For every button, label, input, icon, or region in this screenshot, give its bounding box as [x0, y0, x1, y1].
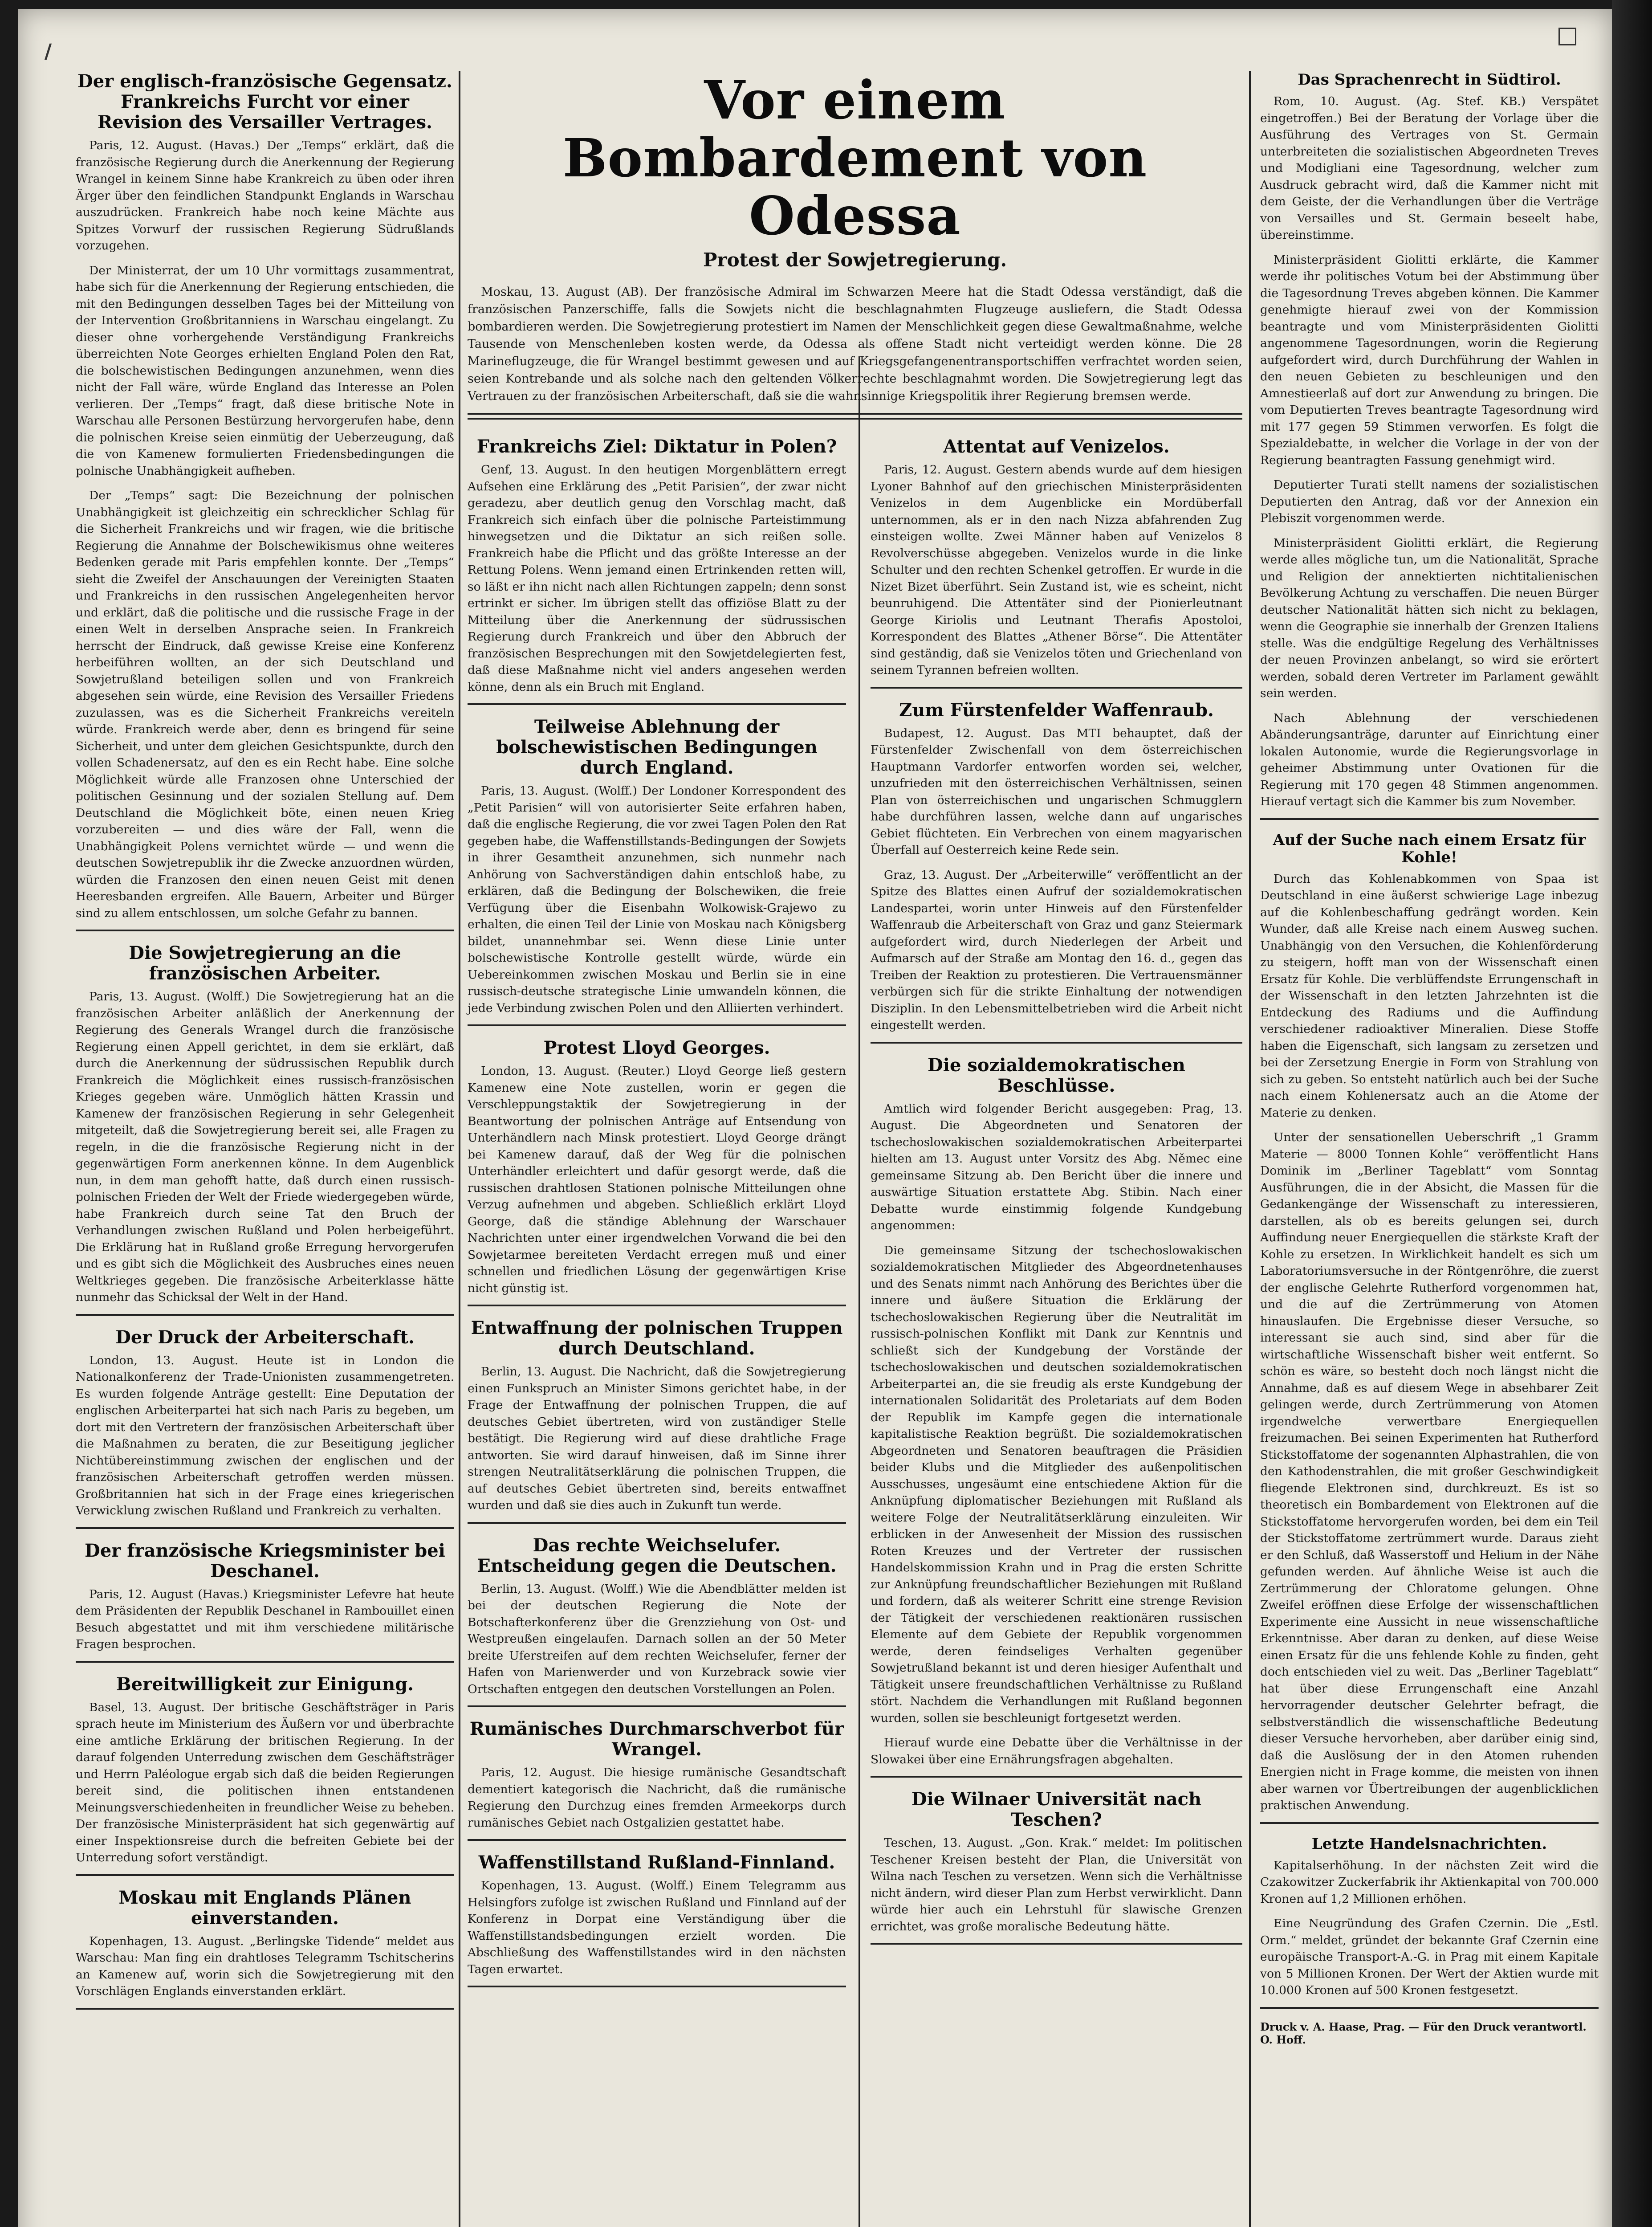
column-rule	[859, 356, 860, 2227]
article-list	[76, 71, 454, 2010]
article-paragraph: Paris, 13. August. (Wolff.) Der Londoner Korrespondent des „Petit Parisien“ will von autorisierter Seite erfahren haben, daß die englische Regierung, die vor zwei Tagen Polen den Rat gegeben habe, die Waffenstillstands-Bedingungen der Sowjets in ihrer Gesamtheit anzunehmen, sich nunmehr nach Anhörung von Sachverständigen dahin entschloß habe, zu erklären, daß die Bedingung der Bolschewiken, die freie Verfügung über die Eisenbahn Wolkowisk-Grajewo zu erhalten, die einen Teil der Linie von Moskau nach Königsberg bildet, unannehmbar sei. Wenn diese Linie unter bolschewistische Kontrolle gestellt würde, würde ein Uebereinkommen zwischen Moskau und Berlin sie in eine russisch-deutsche strategische Linie umwandeln können, die jede Verbindung zwischen Polen und den Alliierten verhindert.	[468, 784, 846, 1015]
section-divider	[1260, 2007, 1599, 2009]
article-headline: Frankreichs Ziel: Diktatur in Polen?	[476, 436, 837, 457]
article-paragraph: Deputierter Turati stellt namens der sozialistischen Deputierten den Antrag, daß vor der Annexion ein Plebiszit vorgenommen werde.	[1260, 478, 1599, 526]
section-divider	[468, 1986, 846, 1987]
article-headline: Protest Lloyd Georges.	[543, 1037, 770, 1058]
article-headline: Das Sprachenrecht in Südtirol.	[1298, 71, 1561, 89]
article-paragraph: Durch das Kohlenabkommen von Spaa ist Deutschland in eine äußerst schwierige Lage inbezug auf die Kohlenbeschaffung gedrängt worden. Kein Wunder, daß alle Kreise nach einem Ausweg suchen. Unabhängig von den Versuchen, die Kohlenförderung zu steigern, hofft man von der Wissenschaft einen Ersatz für Kohle. Die verblüffendste Errungenschaft in der Wissenschaft in den letzten Jahrzehnten ist die Entdeckung des Radiums und die Auffindung verschiedener radioaktiver Mineralien. Diese Stoffe haben die Eigenschaft, sich langsam zu zersetzen und bei der Zersetzung Energie in Form von Strahlung von sich zu geben. So entsteht natürlich auch bei der Suche nach einem Kohlenersatz auch an die Atome der Materie zu denken.	[1260, 872, 1599, 1120]
section-divider	[468, 1705, 846, 1707]
article	[468, 1038, 846, 1306]
section-divider	[468, 1305, 846, 1306]
article-paragraph: Die gemeinsame Sitzung der tschechoslowakischen sozialdemokratischen Mitglieder des Abgeordnetenhauses und des Senats nimmt nach Anhörung des Berichtes über die innere und äußere Situation die Erklärung der tschechoslowakischen Regierung über die Neutralität im russisch-polnischen Konflikt mit Dank zur Kenntnis und schließt sich der Kundgebung der Vorstände der tschechoslowakischen und deutschen sozialdemokratischen Arbeiterpartei an, die sie freudig als erste Kundgebung der internationalen Solidarität des Proletariats auf dem Boden der Republik im Kampfe gegen die internationale kapitalistische Reaktion begrüßt. Die sozialdemokratischen Abgeordneten und Senatoren beauftragen die Präsidien beider Klubs und die Mitglieder des außenpolitischen Ausschusses, ungesäumt eine entschiedene Aktion für die Anknüpfung diplomatischer Beziehungen mit Rußland als weitere Folge der Neutralitätserklärung einzuleiten. Wir erblicken in der Anwesenheit der Mission des russischen Roten Kreuzes und der Vertreter der russischen Handelskommission Krahn und in Prag die ersten Schritte zur Anknüpfung freundschaftlicher Beziehungen mit Rußland und fordern, daß als weiterer Schritt eine strenge Revision der Tätigkeit der verschiedenen reaktionären russischen Elemente auf dem Gebiete der Republik vorgenommen werde, deren feindseliges Verhalten gegenüber Sowjetrußland bekannt ist und deren hiesiger Aufenthalt und Tätigkeit unsere freundschaftlichen Verhältnisse zu Rußland stört. Nachdem die Verhandlungen mit Rußland begonnen wurden, sollen sie beschleunigt fortgesetzt werden.	[871, 1243, 1242, 1725]
article	[468, 717, 846, 1026]
article	[468, 1719, 846, 1841]
section-divider	[468, 1839, 846, 1841]
column-rule	[459, 71, 460, 2227]
article	[468, 1852, 846, 1987]
article-list	[468, 436, 846, 1987]
section-divider	[1260, 1822, 1599, 1824]
section-divider	[871, 687, 1242, 689]
article-paragraph: Ministerpräsident Giolitti erklärt, die Regierung werde alles mögliche tun, um die Nationalität, Sprache und Religion der annektierten nichtitalienischen Bevölkerung Achtung zu verschaffen. Die neuen Bürger deutscher Nationalität hätten sich nicht zu beklagen, wenn die Geographie sie innerhalb der Grenzen Italiens stelle. Was die endgültige Regelung des Verhältnisses der neuen Provinzen anbelangt, so wird sie erörtert werden, sobald deren Vertreter im Parlament gewählt sein werden.	[1260, 536, 1599, 701]
section-divider	[1260, 818, 1599, 820]
article	[871, 1789, 1242, 1945]
lead-headline: Vor einem Bombardement von Odessa	[562, 69, 1147, 247]
column-center-left	[468, 436, 846, 1999]
article-paragraph: Budapest, 12. August. Das MTI behauptet, daß der Fürstenfelder Zwischenfall von dem österreichischen Hauptmann Vardorfer entworfen worden sei, welcher, unzufrieden mit den österreichischen Verhältnissen, seinen Plan von österreichischen und ungarischen Schmugglern habe durchführen lassen, welche dann auf ungarisches Gebiet flüchteten. Ein Verbrechen von einem magyarischen Überfall auf Oesterreich keine Rede sein.	[871, 726, 1242, 857]
article-headline: Auf der Suche nach einem Ersatz für Kohle!	[1273, 831, 1586, 866]
article	[76, 1674, 454, 1876]
page-marker: /	[45, 40, 52, 63]
lead-paragraph: Moskau, 13. August (AB). Der französische Admiral im Schwarzen Meere hat die Stadt Odessa verständigt, daß die französischen Panzerschiffe, falls die Sowjets nicht die beschlagnahmten Flugzeuge ausliefern, die Stadt Odessa bombardieren werden. Die Sowjetregierung protestiert im Namen der Menschlichkeit gegen diese Gewaltmaßnahme, welche Tausende von Menschenleben kosten werde, da Odessa als offene Stadt nicht verteidigt werden könne. Die 28 Marineflugzeuge, die für Wrangel bestimmt gewesen und auf Kriegsgefangenentransportschiffen verfrachtet worden seien, seien Kontrebande und als solche nach den geltenden Völkerrechte beschlagnahmt worden. Die Sowjetregierung legt das Vertrauen zu der französischen Arbeiterschaft, daß sie die wahnsinnige Kriegspolitik ihrer Regierung bremsen werde.	[468, 285, 1242, 404]
article-headline: Die Wilnaer Universität nach Teschen?	[911, 1789, 1202, 1830]
section-divider	[871, 1943, 1242, 1945]
article-headline: Der englisch-französische Gegensatz. Frankreichs Furcht vor einer Revision des Versailler Vertrages.	[77, 71, 452, 133]
article-list	[871, 436, 1242, 1945]
section-divider	[468, 413, 1242, 420]
article-paragraph: Basel, 13. August. Der britische Geschäftsträger in Paris sprach heute im Ministerium des Äußern vor und überbrachte eine amtliche Erklärung der britischen Regierung. In der darauf folgenden Unterredung zwischen dem Geschäftsträger und Herrn Paléologue ergab sich daß die beiden Regierungen bereit sind, die politischen ihnen entstandenen Meinungsverschiedenheiten in freundlicher Weise zu beheben. Der französische Ministerpräsident hat sich gegenwärtig auf einer Inspektionsreise durch die befreiten Gebiete bei der Unterredung sofort verständigt.	[76, 1700, 454, 1864]
section-divider	[871, 1776, 1242, 1778]
article-headline: Rumänisches Durchmarschverbot für Wrangel.	[469, 1718, 844, 1760]
article	[76, 1327, 454, 1529]
article-paragraph: Kapitalserhöhung. In der nächsten Zeit wird die Czakowitzer Zuckerfabrik ihr Aktienkapital von 700.000 Kronen auf 1,2 Millionen erhöhen.	[1260, 1858, 1599, 1906]
article	[871, 436, 1242, 689]
article-headline: Das rechte Weichselufer. Entscheidung gegen die Deutschen.	[477, 1534, 837, 1576]
article	[76, 943, 454, 1316]
scan-edge	[1612, 0, 1652, 2227]
article-headline: Zum Fürstenfelder Waffenraub.	[899, 699, 1214, 721]
column-rule	[1249, 71, 1251, 2227]
section-divider	[871, 1042, 1242, 1044]
column-left	[76, 71, 454, 2021]
article	[76, 71, 454, 931]
article-paragraph: Rom, 10. August. (Ag. Stef. KB.) Verspätet eingetroffen.) Bei der Beratung der Vorlage über die Ausführung des Vertrages von St. Germain unterbreiteten die sozialistischen Abgeordneten Treves und Modigliani eine Tagesordnung, welcher zum Ausdruck gebracht wird, daß die Kammer nicht mit dem Geiste, der die Verhandlungen über die Verträge von Versailles und St. Germain beseelt habe, übereinstimme.	[1260, 94, 1599, 242]
article-paragraph: Der „Temps“ sagt: Die Bezeichnung der polnischen Unabhängigkeit ist gleichzeitig ein schrecklicher Schlag für die Sicherheit Frankreichs und wir fragen, wie die britische Regierung die Annahme der Bolschewikismus ohne weiteres Bedenken gerade mit Paris empfehlen konnte. Der „Temps“ sieht die Zweifel der Anschauungen der Vereinigten Staaten und Frankreichs in den russischen Angelegenheiten hervor und erklärt, daß die politische und die russische Frage in der einen Welt in derselben Ansprache seien. In Frankreich herrscht der Eindruck, daß gewisse Kreise eine Konferenz herbeiführen wollten, an der sich Deutschland und Sowjetrußland beteiligen sollen und von Frankreich abgesehen sein würde, eine Revision des Versailler Friedens zuzulassen, was es die Sicherheit Frankreichs vereiteln würde. Frankreich werde aber, denn es bringend für seine Sicherheit, und unter dem gleichen Gesichtspunkte, durch den vollen Schadenersatz, auf den es ein Recht habe. Eine solche Möglichkeit würde alle Franzosen ohne Unterschied der politischen Gesinnung und der sozialen Stellung auf. Dem Deutschland die Möglichkeit böte, einen neuen Krieg vorzubereiten — und dies wäre der Fall, wenn die Unabhängigkeit Polens vernichtet würde — und wenn die deutschen Sowjetrepublik ihr die Zwecke anzuordnen würden, würden die Franzosen den einen neuen Geist mit denen Heeresbanden ergreifen. Alle Bauern, Arbeiter und Bürger sind zu allem entschlossen, um solche Gefahr zu bannen.	[76, 489, 454, 920]
section-divider	[76, 1314, 454, 1316]
section-divider	[76, 930, 454, 931]
section-divider	[468, 1522, 846, 1524]
article-paragraph: Eine Neugründung des Grafen Czernin. Die „Estl. Orm.“ meldet, gründet der bekannte Graf Czernin eine europäische Transport-A.-G. in Prag mit einem Kapitale von 5 Millionen Kronen. Der Wert der Aktien wurde mit 10.000 Kronen auf 500 Kronen festgesetzt.	[1260, 1917, 1599, 1998]
article-paragraph: Paris, 12. August. Die hiesige rumänische Gesandtschaft dementiert kategorisch die Nachricht, daß die rumänische Regierung den Durchzug eines fremden Armeekorps durch rumänisches Gebiet nach Ostgalizien gestattet habe.	[468, 1766, 846, 1830]
section-divider	[76, 1527, 454, 1529]
article-paragraph: Berlin, 13. August. Die Nachricht, daß die Sowjetregierung einen Funkspruch an Minister Simons gerichtet habe, in der Frage der Entwaffnung der polnischen Truppen, die auf deutsches Gebiet übertreten, wird von zuständiger Stelle bestätigt. Die Regierung wird auf diese drahtliche Frage antworten. Sie wird darauf hinweisen, daß im Sinne ihrer strengen Neutralitätserklärung die polnischen Truppen, die auf deutsches Gebiet übertreten sind, bereits entwaffnet wurden und daß sie dies auch in Zukunft tun werde.	[468, 1365, 846, 1512]
article-paragraph: Teschen, 13. August. „Gon. Krak.“ meldet: Im politischen Teschener Kreisen besteht der Plan, die Universität von Wilna nach Teschen zu versetzen. Wenn sich die Verhältnisse nicht ändern, wird dieser Plan zum Herbst verwirklicht. Dann würde hier auch ein Lehrstuhl für slawische Grenzen errichtet, was große moralische Bedeutung hätte.	[871, 1836, 1242, 1933]
article-paragraph: Paris, 12. August. (Havas.) Der „Temps“ erklärt, daß die französische Regierung durch die Anerkennung der Regierung Wrangel in keinem Sinne habe Krankreich zu üben oder ihren Ärger über den feindlichen Standpunkt Englands in Warschau auszudrücken. Frankreich habe noch keine Mächte aus Spitzes Vorwurf der russischen Regierung Südrußlands vorzugehen.	[76, 139, 454, 253]
article-headline: Der französische Kriegsminister bei Deschanel.	[85, 1540, 445, 1582]
article-headline: Moskau mit Englands Plänen einverstanden.	[118, 1887, 411, 1929]
article-paragraph: Graz, 13. August. Der „Arbeiterwille“ veröffentlicht an der Spitze des Blattes einen Aufruf der sozialdemokratischen Landespartei, worin unter Hinweis auf den Fürstenfelder Waffenraub die Arbeiterschaft von Graz und ganz Steiermark aufgefordert wird, durch Niederlegen der Arbeit und Aufmarsch auf der Straße am Montag den 16. d., gegen das Treiben der Reaktion zu protestieren. Die Vertrauensmänner verbürgen sich für die strikte Einhaltung der notwendigen Disziplin. In den Lebensmittelbetrieben wird die Arbeit nicht eingestellt werden.	[871, 868, 1242, 1032]
column-right	[1260, 71, 1599, 2046]
article-paragraph: London, 13. August. (Reuter.) Lloyd George ließ gestern Kamenew eine Note zustellen, worin er gegen die Verschleppungstaktik der Sowjetregierung in der Beantwortung der polnischen Anträge auf Entsendung von Unterhändlern nach Minsk protestiert. Lloyd George drängt bei Kamenew darauf, daß der Weg für die polnischen Unterhändler erleichtert und dafür gesorgt werde, daß die russischen drahtlosen Stationen polnische Mitteilungen ohne Verzug aufnehmen und abgeben. Schließlich erklärt Lloyd George, daß die ständige Ablehnung der Warschauer Nachrichten unter einer irgendwelchen Vorwand die bei den Sowjetarmee bereiteten Verdacht erregen muß und einer schnellen und friedlichen Lösung der gegenwärtigen Krise nicht günstig ist.	[468, 1064, 846, 1295]
article-paragraph: Ministerpräsident Giolitti erklärte, die Kammer werde ihr politisches Votum bei der Abstimmung über die Tagesordnung Treves abgeben können. Die Kammer genehmigte hierauf zwei von der Kommission beantragte und vom Ministerpräsidenten Giolitti angenommene Tagesordnungen, worin die Regierung aufgefordert wird, durch Durchführung der Wahlen in den neuen Gebieten zu beschleunigen und den Amnestieerlaß auf dort zur Anwendung zu bringen. Die vom Deputierten Treves beantragte Tagesordnung wird mit 177 gegen 59 Stimmen verworfen. Es folgt die Spezialdebatte, in welcher die Vorlage in der von der Regierung beantragten Fassung genehmigt wird.	[1260, 253, 1599, 467]
article-headline: Attentat auf Venizelos.	[943, 436, 1170, 457]
article-paragraph: Amtlich wird folgender Bericht ausgegeben: Prag, 13. August. Die Abgeordneten und Senatoren der tschechoslowakischen sozialdemokratischen Arbeiterpartei hielten am 13. August unter Vorsitz des Abg. Němec eine gemeinsame Sitzung ab. Den Bericht über die innere und auswärtige Situation erstattete Abg. Stibin. Nach einer Debatte wurde einstimmig folgende Kundgebung angenommen:	[871, 1101, 1242, 1232]
article-list	[1260, 71, 1599, 2009]
article	[1260, 832, 1599, 1824]
lead-article	[468, 71, 1242, 431]
article-headline: Teilweise Ablehnung der bolschewistischen Bedingungen durch England.	[496, 716, 818, 778]
article-paragraph: Der Ministerrat, der um 10 Uhr vormittags zusammentrat, habe sich für die Anerkennung der Regierung entschieden, die mit den Bedingungen desselben Tages bei der Mitteilung von der Intervention Großbritanniens in Warschau eingelangt. Zu dieser ohne vorhergehende Verständigung Frankreichs überreichten Note Georges erhielten England Polen den Rat, die bolschewistischen Bedingungen anzunehmen, wenn dies nicht der Fall wäre, würde England das Interesse an Polen verlieren. Der „Temps“ fragt, daß diese britische Note in Warschau alle Personen Bestürzung hervorgerufen habe, denn die polnischen Kreise seien einmütig der Ueberzeugung, daß die von Kamenew formulierten Friedensbedingungen die polnische Unabhängigkeit aufheben.	[76, 263, 454, 478]
article-paragraph: Paris, 12. August (Havas.) Kriegsminister Lefevre hat heute dem Präsidenten der Republik Deschanel in Rambouillet einen Besuch abgestattet und mit ihm verschiedene militärische Fragen besprochen.	[76, 1587, 454, 1651]
section-divider	[76, 2008, 454, 2010]
article-headline: Letzte Handelsnachrichten.	[1311, 1835, 1547, 1853]
article-headline: Bereitwilligkeit zur Einigung.	[116, 1673, 414, 1695]
corner-marker	[1558, 28, 1576, 45]
article-paragraph: Unter der sensationellen Ueberschrift „1 Gramm Materie — 8000 Tonnen Kohle“ veröffentlicht Hans Dominik im „Berliner Tageblatt“ vom Sonntag Ausführungen, die in der Absicht, die Massen für die Gedankengänge der Wissenschaft zu interessieren, darstellen, als ob es bereits gelungen sei, durch Auffindung neuer Energiequellen die stärkste Kraft der Kohle zu ersetzen. In Wirklichkeit handelt es sich um Laboratoriumsversuche in der Röntgenröhre, die zuerst der englische Gelehrte Rutherford vorgenommen hat, und die auf die Zertrümmerung von Atomen hinauslaufen. Die Ergebnisse dieser Versuche, so interessant sie auch sind, sind aber für die wirtschaftliche Wissenschaft bisher weit entfernt. So schön es wäre, so besteht doch noch längst nicht die Annahme, daß es auf diesem Wege in absehbarer Zeit gelingen werde, durch Zertrümmerung von Atomen irgendwelche verwertbare Energiequellen freizumachen. Bei seinen Experimenten hat Rutherford Stickstoffatome der sogenannten Alphastrahlen, die von den Kathodenstrahlen, die mit großer Geschwindigkeit fliegende Elektronen sind, durchkreuzt. Es ist so theoretisch ein Bombardement von Elektronen auf die Stickstoffatome hervorgerufen worden, bei dem ein Teil der Stickstoffatome zertrümmert wurde. Daraus zieht er den Schluß, daß Wasserstoff und Helium in der Nähe gefunden werden. Auf ähnliche Weise ist auch die Zertrümmerung der Chloratome gelungen. Ohne Zweifel eröffnen diese Erfolge der wissenschaftlichen Experimente eine Aussicht in neue wissenschaftliche Erkenntnisse. Aber daran zu denken, auf diese Weise einen Ersatz für die uns fehlende Kohle zu finden, geht doch entschieden viel zu weit. Das „Berliner Tageblatt“ hat über diese Errungenschaft eine Anzahl hervorragender deutscher Gelehrter befragt, die selbstverständlich die wissenschaftliche Bedeutung dieser Versuche hervorheben, aber darüber einig sind, daß die Auslösung der in den Atomen ruhenden Energien nicht in Frage komme, die meisten von ihnen aber warnen vor Übertreibungen der augenblicklichen praktischen Anwendung.	[1260, 1130, 1599, 1813]
section-divider	[468, 703, 846, 705]
article-paragraph: Kopenhagen, 13. August. (Wolff.) Einem Telegramm aus Helsingfors zufolge ist zwischen Rußland und Finnland auf der Konferenz in Dorpat eine Verständigung über die Waffenstillstandsbedingungen erzielt worden. Die Abschließung des Waffenstillstandes wird in den nächsten Tagen erwartet.	[468, 1879, 846, 1976]
article	[871, 1055, 1242, 1778]
article	[468, 1318, 846, 1524]
lead-subheadline: Protest der Sowjetregierung.	[703, 249, 1007, 271]
section-divider	[76, 1661, 454, 1663]
article-headline: Waffenstillstand Rußland-Finnland.	[478, 1852, 835, 1873]
article-paragraph: Nach Ablehnung der verschiedenen Abänderungsanträge, darunter auf Einrichtung einer lokalen Autonomie, wurde die Regierungsvorlage in geheimer Abstimmung unter Ovationen für die Regierung mit 170 gegen 48 Stimmen angenommen. Hierauf vertagt sich die Kammer bis zum November.	[1260, 711, 1599, 809]
article-paragraph: Kopenhagen, 13. August. „Berlingske Tidende“ meldet aus Warschau: Man fing ein drahtloses Telegramm Tschitscherins an Kamenew auf, worin sich die Sowjetregierung mit den Vorschlägen Englands einverstanden erklärt.	[76, 1934, 454, 1998]
article	[1260, 1835, 1599, 2009]
column-center-right	[871, 436, 1242, 1956]
article-headline: Der Druck der Arbeiterschaft.	[115, 1326, 415, 1348]
article-paragraph: Genf, 13. August. In den heutigen Morgenblättern erregt Aufsehen eine Erklärung des „Petit Parisien“, der zwar nicht geradezu, aber deutlich genug den Vorschlag macht, daß Frankreich sich einfach über die polnische Parteistimmung hinwegsetzen und die Diktatur an sich reißen solle. Frankreich habe die Pflicht und das größte Interesse an der Rettung Polens. Wenn jemand einen Ertrinkenden retten will, so läßt er ihn nicht nach allen Richtungen zappeln; denn sonst ertrinkt er sicher. Im übrigen stellt das offiziöse Blatt zu der Mitteilung über die Anerkennung der südrussischen Regierung durch Frankreich und über den Abbruch der französischen Besprechungen mit den Sowjetdelegierten fest, daß diese Maßnahme nicht viel anders angesehen werden könne, denn als ein Bruch mit England.	[468, 463, 846, 694]
article-headline: Entwaffnung der polnischen Truppen durch Deutschland.	[471, 1317, 843, 1359]
article-paragraph: London, 13. August. Heute ist in London die Nationalkonferenz der Trade-Unionisten zusammengetreten. Es wurden folgende Anträge gestellt: Eine Deputation der englischen Arbeiterpartei hat sich nach Paris zu begeben, um dort mit den Vertretern der französischen Arbeiterschaft über die Maßnahmen zu beraten, die zur Beseitigung jeglicher Nichtübereinstimmung zwischen der englischen und der französischen Arbeiterschaft getroffen werden müssen. Großbritannien hat sich in der Frage eines kriegerischen Verwicklung zwischen Rußland und Frankreich zu verhalten.	[76, 1353, 454, 1517]
article-headline: Die Sowjetregierung an die französischen Arbeiter.	[129, 942, 401, 984]
article	[468, 436, 846, 705]
article	[1260, 71, 1599, 820]
section-divider	[76, 1874, 454, 1876]
article-headline: Die sozialdemokratischen Beschlüsse.	[928, 1054, 1185, 1096]
article-paragraph: Paris, 13. August. (Wolff.) Die Sowjetregierung hat an die französischen Arbeiter anläßlich der Anerkennung der Regierung des Generals Wrangel durch die französische Regierung einen Appell gerichtet, in dem sie erklärt, daß durch die Anerkennung der südrussischen Republik durch Frankreich die Möglichkeit eines russisch-französischen Krieges gegeben wäre. Unmöglich hätten Krassin und Kamenew der französischen Regierung in sehr Gelegenheit mitgeteilt, daß die Sowjetregierung bereit sei, alle Fragen zu regeln, in die die französische Regierung nicht in der gegenwärtigen Form anerkennen könne. In dem Augenblick nun, in dem man gehofft hatte, daß durch einen russisch-polnischen Frieden der Welt der Friede wiedergegeben würde, habe Frankreich durch seine Tat den Bruch der Verhandlungen zwischen Rußland und Polen herbeigeführt. Die Erklärung hat in Rußland große Erregung hervorgerufen und es gibt sich die Möglichkeit des Ausbruches eines neuen Weltkrieges gegeben. Die französische Arbeiterklasse hätte nunmehr das Schicksal der Welt in der Hand.	[76, 990, 454, 1304]
section-divider	[468, 1024, 846, 1026]
article	[871, 700, 1242, 1044]
article-paragraph: Berlin, 13. August. (Wolff.) Wie die Abendblätter melden ist bei der deutschen Regierung die Note der Botschafterkonferenz über die Grenzziehung von Ost- und Westpreußen eingelaufen. Darnach sollen an der 50 Meter breite Uferstreifen auf dem rechten Weichselufer, ferner der Hafen von Marienwerder und von Kurzebrack sowie vier Ortschaften entgegen den deutschen Vorstellungen an Polen.	[468, 1582, 846, 1696]
article	[468, 1535, 846, 1708]
article-paragraph: Hierauf wurde eine Debatte über die Verhältnisse in der Slowakei über eine Ernährungsfragen abgehalten.	[871, 1736, 1242, 1766]
article	[76, 1541, 454, 1663]
article	[76, 1888, 454, 2010]
article-paragraph: Paris, 12. August. Gestern abends wurde auf dem hiesigen Lyoner Bahnhof auf den griechischen Ministerpräsidenten Venizelos in dem Augenblicke ein Mordüberfall unternommen, als er in den nach Nizza abfahrenden Zug einsteigen wollte. Zwei Männer haben auf Venizelos 8 Revolverschüsse abgegeben. Venizelos wurde in die linke Schulter und den rechten Schenkel getroffen. Er wurde in die Nizet Bizet überführt. Sein Zustand ist, wie es scheint, nicht beunruhigend. Die Attentäter sind der Pionierleutnant George Kiriolis und Leutnant Therafis Apostoloi, Korrespondent des Blattes „Athener Börse“. Die Attentäter sind geständig, daß sie Venizelos töten und Griechenland von seinem Tyrannen befreien wollten.	[871, 463, 1242, 677]
imprint: Druck v. A. Haase, Prag. — Für den Druck verantwortl. O. Hoff.	[1260, 2020, 1587, 2046]
